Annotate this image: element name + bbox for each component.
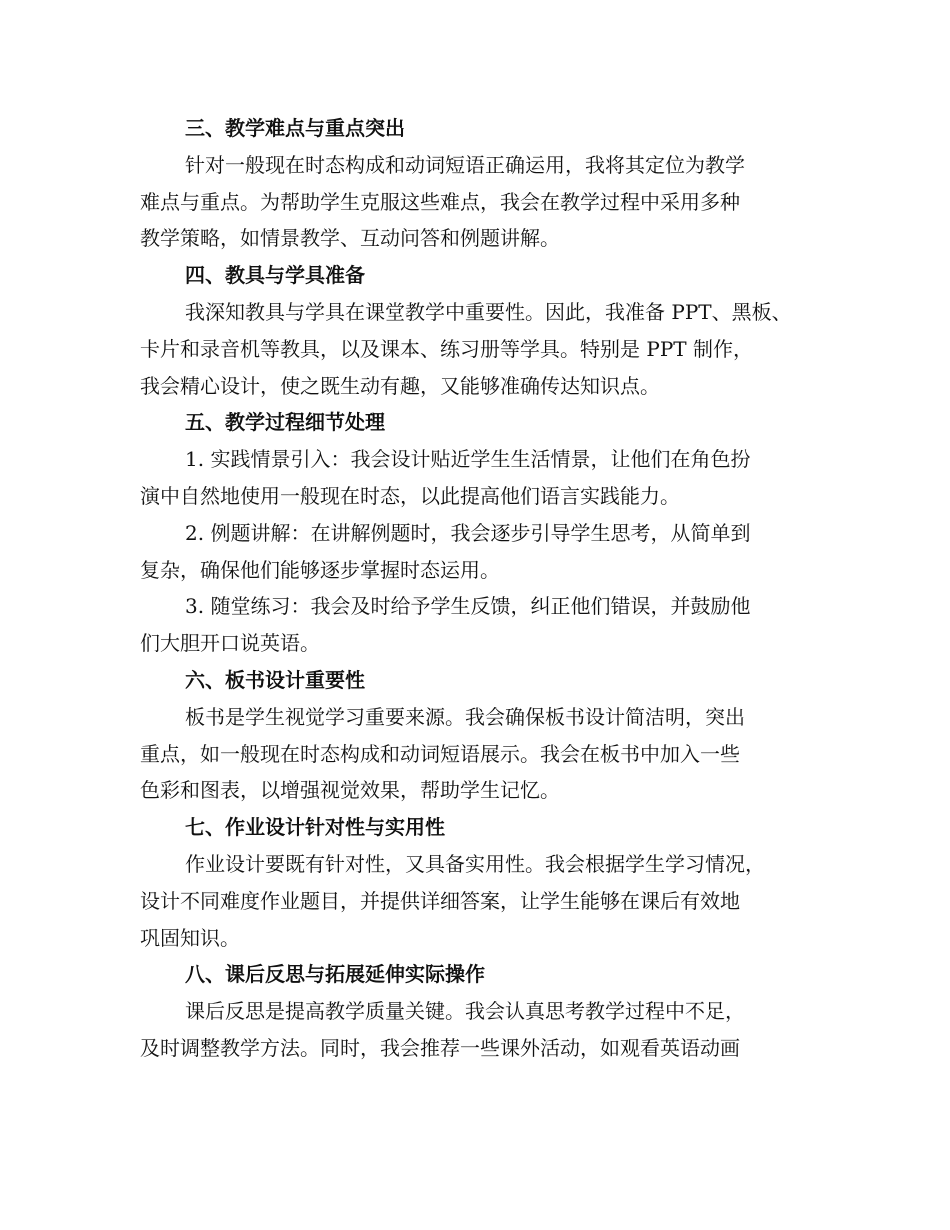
section-heading: 五、教学过程细节处理 — [185, 410, 385, 435]
paragraph-line: 2. 例题讲解：在讲解例题时，我会逐步引导学生思考，从简单到 — [185, 520, 751, 545]
paragraph-line: 们大胆开口说英语。 — [140, 631, 320, 656]
paragraph-line: 1. 实践情景引入：我会设计贴近学生生活情景，让他们在角色扮 — [185, 447, 751, 472]
paragraph-line: 针对一般现在时态构成和动词短语正确运用，我将其定位为教学 — [185, 152, 745, 177]
paragraph-line: 设计不同难度作业题目，并提供详细答案，让学生能够在课后有效地 — [140, 888, 740, 913]
section-heading: 三、教学难点与重点突出 — [185, 116, 405, 140]
paragraph-line: 色彩和图表，以增强视觉效果，帮助学生记忆。 — [140, 778, 560, 803]
paragraph-line: 板书是学生视觉学习重要来源。我会确保板书设计简洁明，突出 — [185, 704, 745, 729]
section-heading: 七、作业设计针对性与实用性 — [185, 815, 445, 840]
paragraph-line: 重点，如一般现在时态构成和动词短语展示。我会在板书中加入一些 — [140, 741, 740, 766]
paragraph-line: 难点与重点。为帮助学生克服这些难点，我会在教学过程中采用多种 — [140, 189, 740, 214]
section-heading: 八、课后反思与拓展延伸实际操作 — [185, 962, 485, 987]
paragraph-line: 教学策略，如情景教学、互动问答和例题讲解。 — [140, 226, 560, 251]
paragraph-line: 我深知教具与学具在课堂教学中重要性。因此，我准备 PPT、黑板、 — [185, 299, 792, 324]
section-heading: 六、板书设计重要性 — [185, 667, 365, 692]
paragraph-line: 卡片和录音机等教具，以及课本、练习册等学具。特别是 PPT 制作， — [140, 336, 753, 361]
paragraph-line: 复杂，确保他们能够逐步掌握时态运用。 — [140, 557, 500, 582]
paragraph-line: 课后反思是提高教学质量关键。我会认真思考教学过程中不足， — [185, 999, 745, 1024]
paragraph-line: 及时调整教学方法。同时，我会推荐一些课外活动，如观看英语动画 — [140, 1035, 740, 1060]
paragraph-line: 作业设计要既有针对性，又具备实用性。我会根据学生学习情况， — [185, 851, 765, 876]
paragraph-line: 演中自然地使用一般现在时态，以此提高他们语言实践能力。 — [140, 483, 680, 508]
paragraph-line: 我会精心设计，使之既生动有趣，又能够准确传达知识点。 — [140, 373, 660, 398]
section-heading: 四、教具与学具准备 — [185, 263, 365, 288]
paragraph-line: 巩固知识。 — [140, 925, 240, 950]
document-body — [140, 110, 830, 1067]
paragraph-line: 3. 随堂练习：我会及时给予学生反馈，纠正他们错误，并鼓励他 — [185, 594, 751, 619]
